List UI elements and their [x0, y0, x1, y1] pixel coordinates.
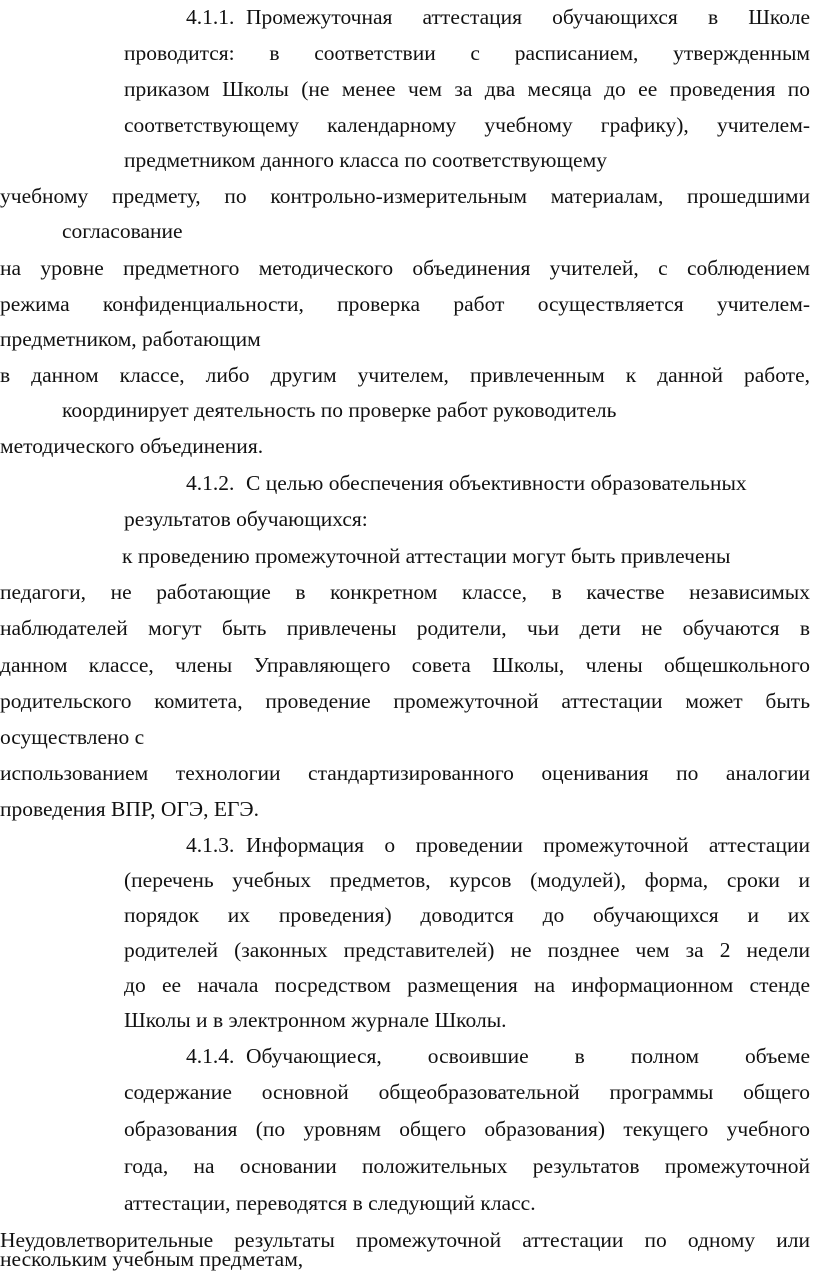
- paragraph-line: предметником данного класса по соответствующему: [124, 148, 607, 172]
- paragraph-line: С целью обеспечения объективности образовательных: [246, 471, 747, 495]
- paragraph-line: режима конфиденциальности, проверка работ осуществляется учителем-: [0, 292, 810, 316]
- paragraph-number: 4.1.4.: [186, 1044, 235, 1068]
- paragraph-line: образования (по уровням общего образования) текущего учебного: [124, 1117, 810, 1141]
- paragraph-line: приказом Школы (не менее чем за два месяца до ее проведения по: [124, 77, 810, 101]
- paragraph-line: проведения ВПР, ОГЭ, ЕГЭ.: [0, 797, 259, 821]
- paragraph-line: согласование: [62, 219, 183, 243]
- paragraph-line: учебному предмету, по контрольно-измерительным материалам, прошедшими: [0, 184, 810, 208]
- paragraph-line: к проведению промежуточной аттестации могут быть привлечены: [122, 544, 731, 568]
- paragraph-line: родительского комитета, проведение промежуточной аттестации может быть: [0, 689, 810, 713]
- paragraph-line: в данном классе, либо другим учителем, привлеченным к данной работе,: [0, 363, 810, 387]
- paragraph-line: (перечень учебных предметов, курсов (модулей), форма, сроки и: [124, 868, 810, 892]
- paragraph-line: Школы и в электронном журнале Школы.: [124, 1008, 507, 1032]
- paragraph-number: 4.1.3.: [186, 833, 235, 857]
- paragraph-line: до ее начала посредством размещения на информационном стенде: [124, 973, 810, 997]
- paragraph-line: нескольким учебным предметам,: [0, 1247, 304, 1271]
- paragraph-line: аттестации, переводятся в следующий класс.: [124, 1191, 536, 1215]
- paragraph-line: Неудовлетворительные результаты промежуточной аттестации по одному или: [0, 1228, 810, 1252]
- paragraph-line: Промежуточная аттестация обучающихся в Школе: [246, 5, 810, 29]
- paragraph-line: года, на основании положительных результатов промежуточной: [124, 1154, 810, 1178]
- paragraph-line: проводится: в соответствии с расписанием, утвержденным: [124, 41, 810, 65]
- paragraph-line: координирует деятельность по проверке работ руководитель: [62, 398, 617, 422]
- paragraph-number: 4.1.1.: [186, 5, 235, 29]
- paragraph-line: порядок их проведения) доводится до обучающихся и их: [124, 903, 810, 927]
- paragraph-line: осуществлено с: [0, 725, 145, 749]
- paragraph-line: Информация о проведении промежуточной аттестации: [246, 833, 810, 857]
- paragraph-line: использованием технологии стандартизированного оценивания по аналогии: [0, 761, 810, 785]
- paragraph-line: методического объединения.: [0, 434, 264, 458]
- paragraph-line: родителей (законных представителей) не позднее чем за 2 недели: [124, 938, 810, 962]
- paragraph-line: данном классе, члены Управляющего совета Школы, члены общешкольного: [0, 653, 810, 677]
- paragraph-line: результатов обучающихся:: [124, 507, 368, 531]
- paragraph-line: на уровне предметного методического объединения учителей, с соблюдением: [0, 256, 810, 280]
- paragraph-line: педагоги, не работающие в конкретном классе, в качестве независимых: [0, 580, 810, 604]
- paragraph-line: соответствующему календарному учебному графику), учителем-: [124, 113, 810, 137]
- paragraph-line: содержание основной общеобразовательной программы общего: [124, 1080, 810, 1104]
- paragraph-line: предметником, работающим: [0, 327, 261, 351]
- paragraph-number: 4.1.2.: [186, 471, 235, 495]
- paragraph-line: Обучающиеся, освоившие в полном объеме: [246, 1044, 810, 1068]
- paragraph-line: наблюдателей могут быть привлечены родители, чьи дети не обучаются в: [0, 616, 810, 640]
